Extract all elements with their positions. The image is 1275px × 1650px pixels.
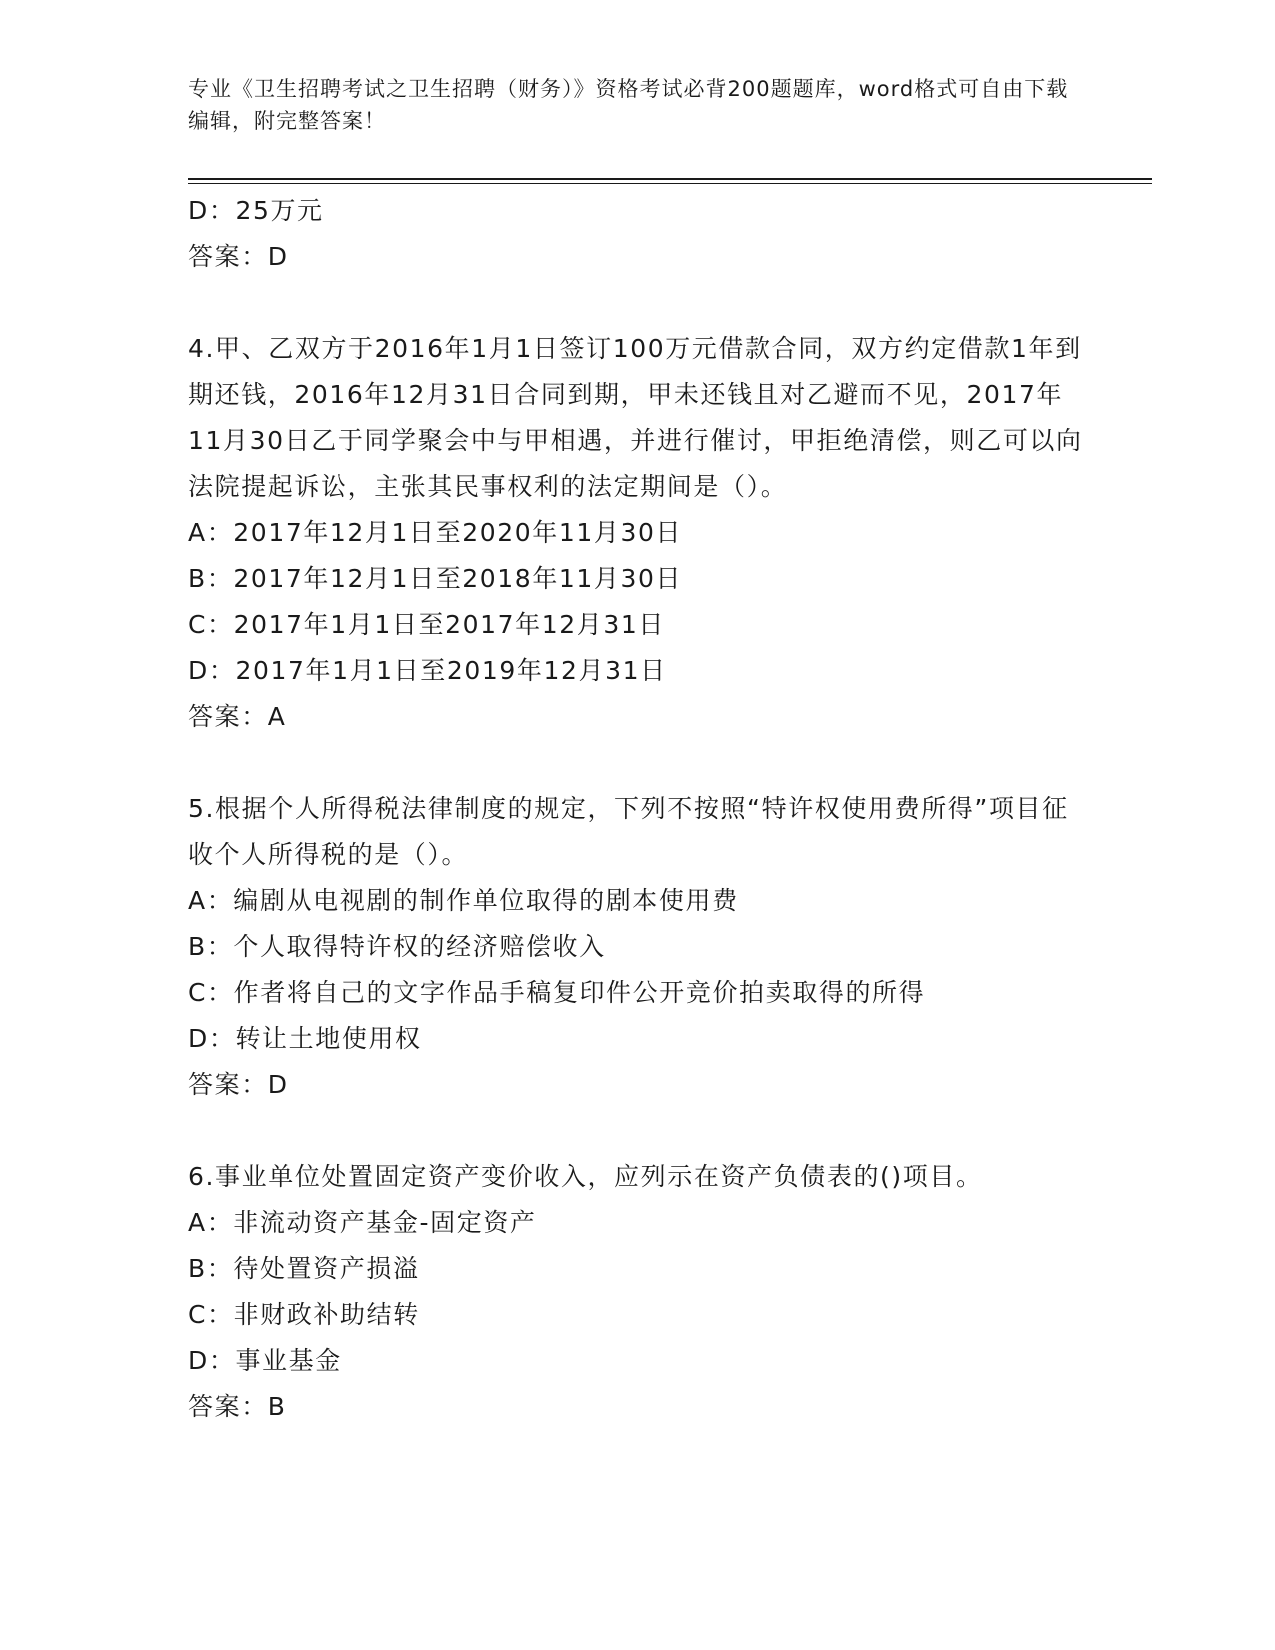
question-stem: 4.甲、乙双方于2016年1月1日签订100万元借款合同，双方约定借款1年到期还钱，2016年12月31日合同到期，甲未还钱且对乙避而不见，2017年11月30日乙于同学聚会中与甲相遇，并进行催讨，甲拒绝清偿，则乙可以向法院提起诉讼，主张其民事权利的法定期间是（）。 <box>188 334 1083 501</box>
answer-line: 答案：B <box>188 1392 287 1421</box>
carryover-block <box>188 188 1088 280</box>
answer-line: 答案：D <box>188 1070 289 1099</box>
option-a: A：编剧从电视剧的制作单位取得的剧本使用费 <box>188 886 739 915</box>
question-stem: 5.根据个人所得税法律制度的规定，下列不按照“特许权使用费所得”项目征收个人所得税的是（）。 <box>188 794 1069 869</box>
option-c: C：作者将自己的文字作品手稿复印件公开竞价拍卖取得的所得 <box>188 978 926 1007</box>
option-a: A：非流动资产基金-固定资产 <box>188 1208 537 1237</box>
option-b: B：2017年12月1日至2018年11月30日 <box>188 564 683 593</box>
option-d: D：事业基金 <box>188 1346 342 1375</box>
option-c: C：非财政补助结转 <box>188 1300 420 1329</box>
answer-line: 答案：D <box>188 242 289 271</box>
question-6 <box>188 1154 1088 1430</box>
option-a: A：2017年12月1日至2020年11月30日 <box>188 518 683 547</box>
header-rule-thick <box>188 178 1152 180</box>
option-c: C：2017年1月1日至2017年12月31日 <box>188 610 665 639</box>
document-header: 专业《卫生招聘考试之卫生招聘（财务）》资格考试必背200题题库，word格式可自由下载编辑，附完整答案！ <box>188 77 1069 133</box>
option-d: D：25万元 <box>188 196 324 225</box>
question-stem: 6.事业单位处置固定资产变价收入，应列示在资产负债表的()项目。 <box>188 1162 983 1191</box>
question-4 <box>188 326 1088 740</box>
option-d: D：2017年1月1日至2019年12月31日 <box>188 656 667 685</box>
option-d: D：转让土地使用权 <box>188 1024 422 1053</box>
option-b: B：待处置资产损溢 <box>188 1254 420 1283</box>
document-body <box>188 188 1088 1430</box>
answer-line: 答案：A <box>188 702 287 731</box>
header-rule-thin <box>188 183 1152 184</box>
option-b: B：个人取得特许权的经济赔偿收入 <box>188 932 606 961</box>
question-5 <box>188 786 1088 1108</box>
